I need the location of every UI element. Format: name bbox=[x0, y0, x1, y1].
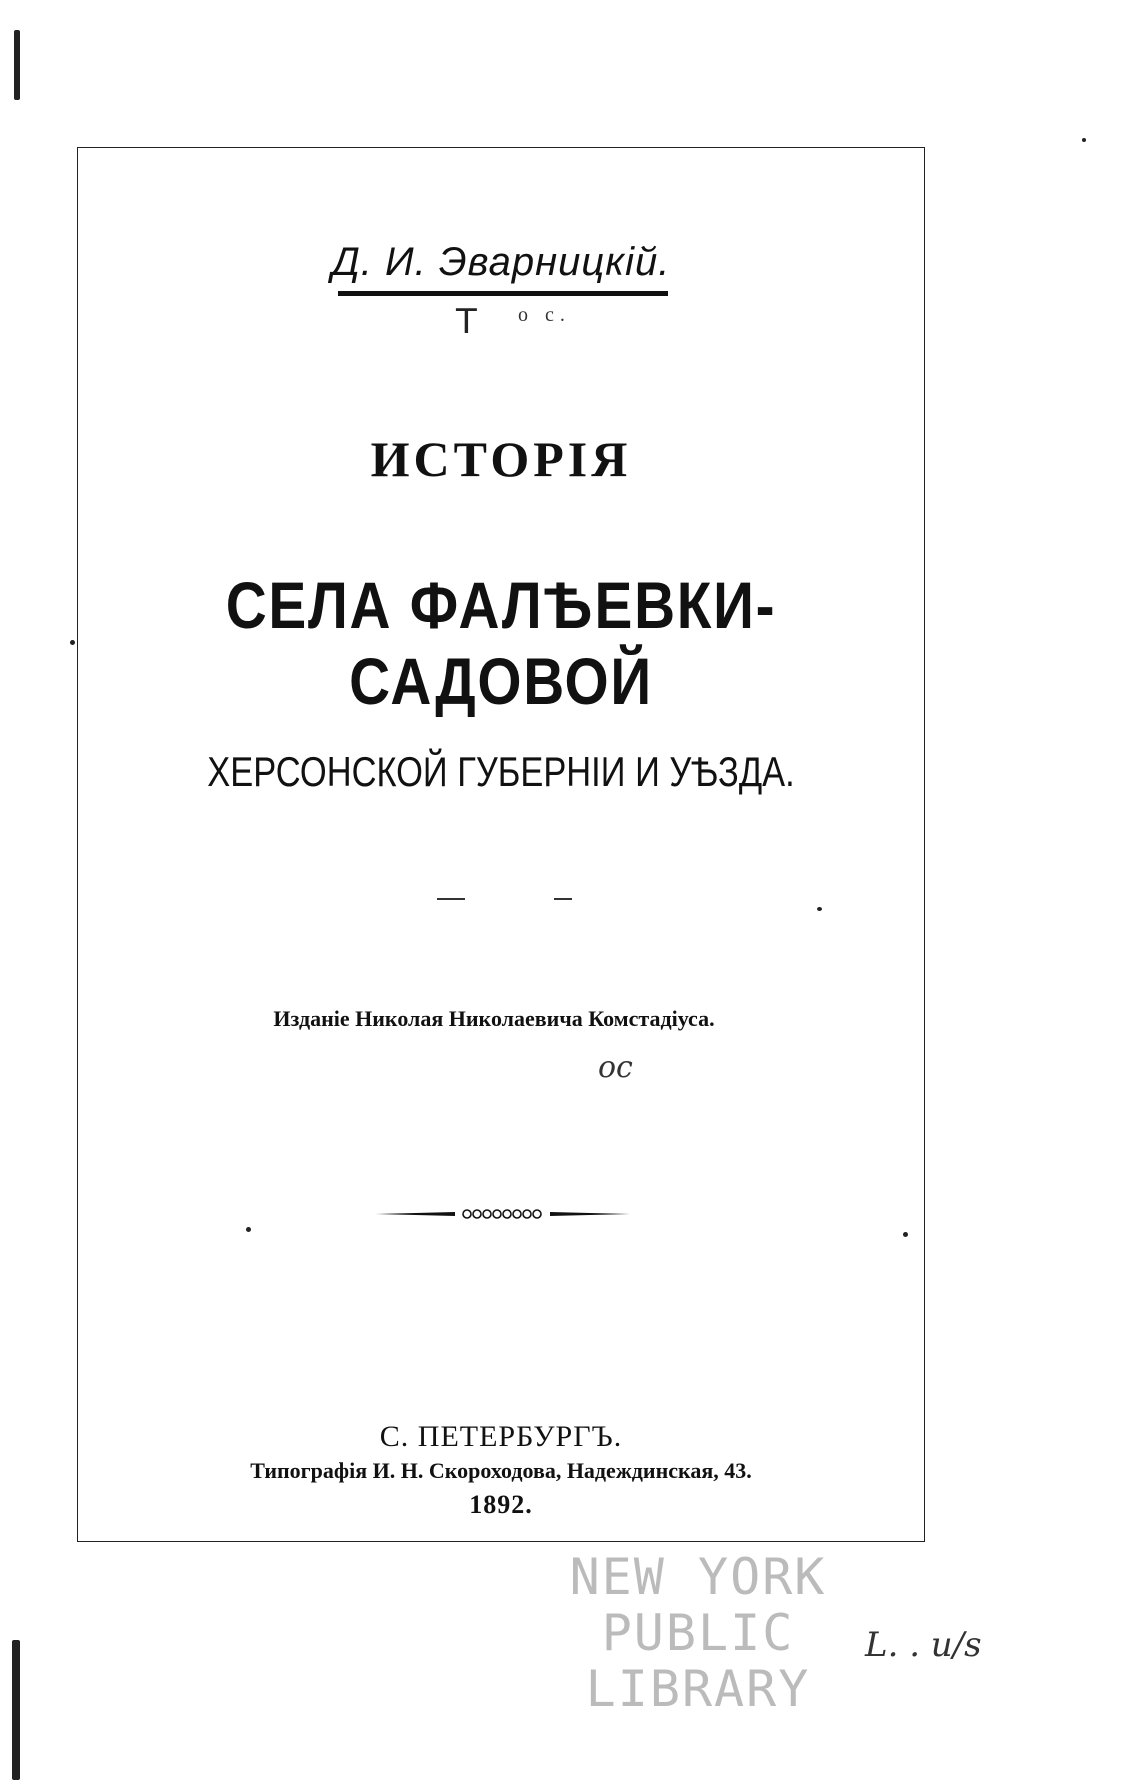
imprint-year: 1892. bbox=[469, 1490, 533, 1519]
title-village: СЕЛА ФАЛѢЕВКИ-САДОВОЙ bbox=[225, 568, 777, 718]
imprint-press: Типографія И. Н. Скороходова, Надеждинская, 43. bbox=[250, 1458, 752, 1483]
library-stamp-line2: PUBLIC bbox=[601, 1604, 795, 1662]
scan-artifact bbox=[1082, 138, 1086, 142]
library-stamp-line3: LIBRARY bbox=[585, 1660, 811, 1718]
scan-artifact bbox=[70, 640, 75, 645]
author-underline bbox=[338, 291, 668, 296]
margin-handwritten-note: L. . u/s bbox=[865, 1625, 982, 1665]
page-border bbox=[77, 147, 925, 1542]
edition-pen-mark: ос bbox=[598, 1050, 633, 1085]
separator-dash bbox=[437, 898, 465, 900]
scan-artifact bbox=[817, 907, 822, 911]
scan-artifact bbox=[14, 30, 20, 100]
author-name: Д. И. Эварницкій. bbox=[331, 240, 671, 284]
ornament-divider bbox=[375, 1207, 630, 1221]
edition-line: Изданіе Николая Николаевича Комстадіуса. bbox=[273, 1006, 715, 1031]
pencil-mark: Т bbox=[456, 302, 477, 342]
title-history: ИСТОРІЯ bbox=[370, 431, 632, 487]
title-region: ХЕРСОНСКОЙ ГУБЕРНІИ И УѢЗДА. bbox=[207, 748, 795, 795]
imprint-city: С. ПЕТЕРБУРГЪ. bbox=[379, 1420, 623, 1453]
separator-dash bbox=[554, 898, 572, 900]
scan-artifact bbox=[903, 1232, 908, 1237]
pencil-dots: о с. bbox=[518, 304, 571, 326]
scan-artifact bbox=[12, 1640, 20, 1780]
scan-artifact bbox=[246, 1227, 251, 1232]
library-stamp-line1: NEW YORK bbox=[569, 1548, 827, 1606]
